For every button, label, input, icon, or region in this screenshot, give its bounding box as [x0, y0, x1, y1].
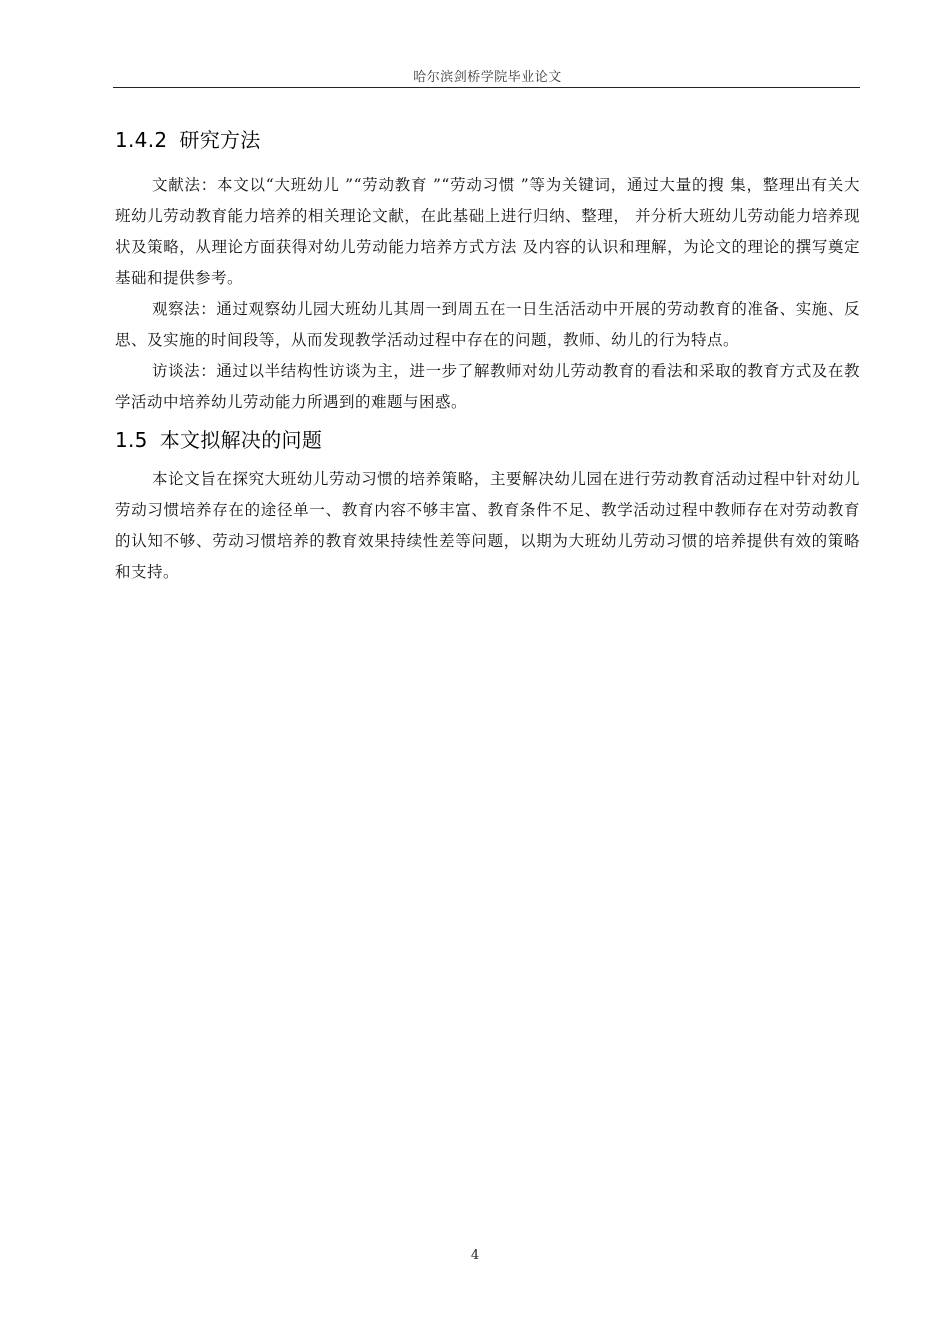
paragraph-interview-method: 访谈法：通过以半结构性访谈为主，进一步了解教师对幼儿劳动教育的看法和采取的教育方式及在教学活动中培养幼儿劳动能力所遇到的难题与困惑。: [115, 362, 860, 411]
paragraph-literature-method: 文献法：本文以“大班幼儿 ”“劳动教育 ”“劳动习惯 ”等为关键词，通过大量的搜 集，整理出有关大班幼儿劳动教育能力培养的相关理论文献，在此基础上进行归纳、整理， 并分析大班幼儿劳动能力培养现状及策略，从理论方面获得对幼儿劳动能力培养方式方法 及内容的认识和理解，为论文的理论的撰写奠定基础和提供参考。: [115, 176, 860, 287]
section-title: 研究方法: [179, 128, 261, 152]
section-title: 本文拟解决的问题: [159, 428, 323, 452]
section-number: 1.5: [115, 428, 148, 452]
page-header: 哈尔滨剑桥学院毕业论文: [413, 70, 562, 85]
page-number: 4: [470, 1248, 480, 1263]
section-heading-1-5: [115, 424, 860, 456]
header-divider: [113, 87, 860, 88]
document-body: [115, 124, 860, 588]
paragraph-observation-method: 观察法：通过观察幼儿园大班幼儿其周一到周五在一日生活活动中开展的劳动教育的准备、实施、反思、及实施的时间段等，从而发现教学活动过程中存在的问题，教师、幼儿的行为特点。: [115, 300, 860, 349]
section-number: 1.4.2: [115, 128, 168, 152]
paragraph-problems-to-solve: 本论文旨在探究大班幼儿劳动习惯的培养策略，主要解决幼儿园在进行劳动教育活动过程中针对幼儿劳动习惯培养存在的途径单一、教育内容不够丰富、教育条件不足、教学活动过程中教师存在对劳动教育的认知不够、劳动习惯培养的教育效果持续性差等问题，以期为大班幼儿劳动习惯的培养提供有效的策略和支持。: [115, 470, 860, 581]
section-heading-1-4-2: [115, 124, 860, 156]
